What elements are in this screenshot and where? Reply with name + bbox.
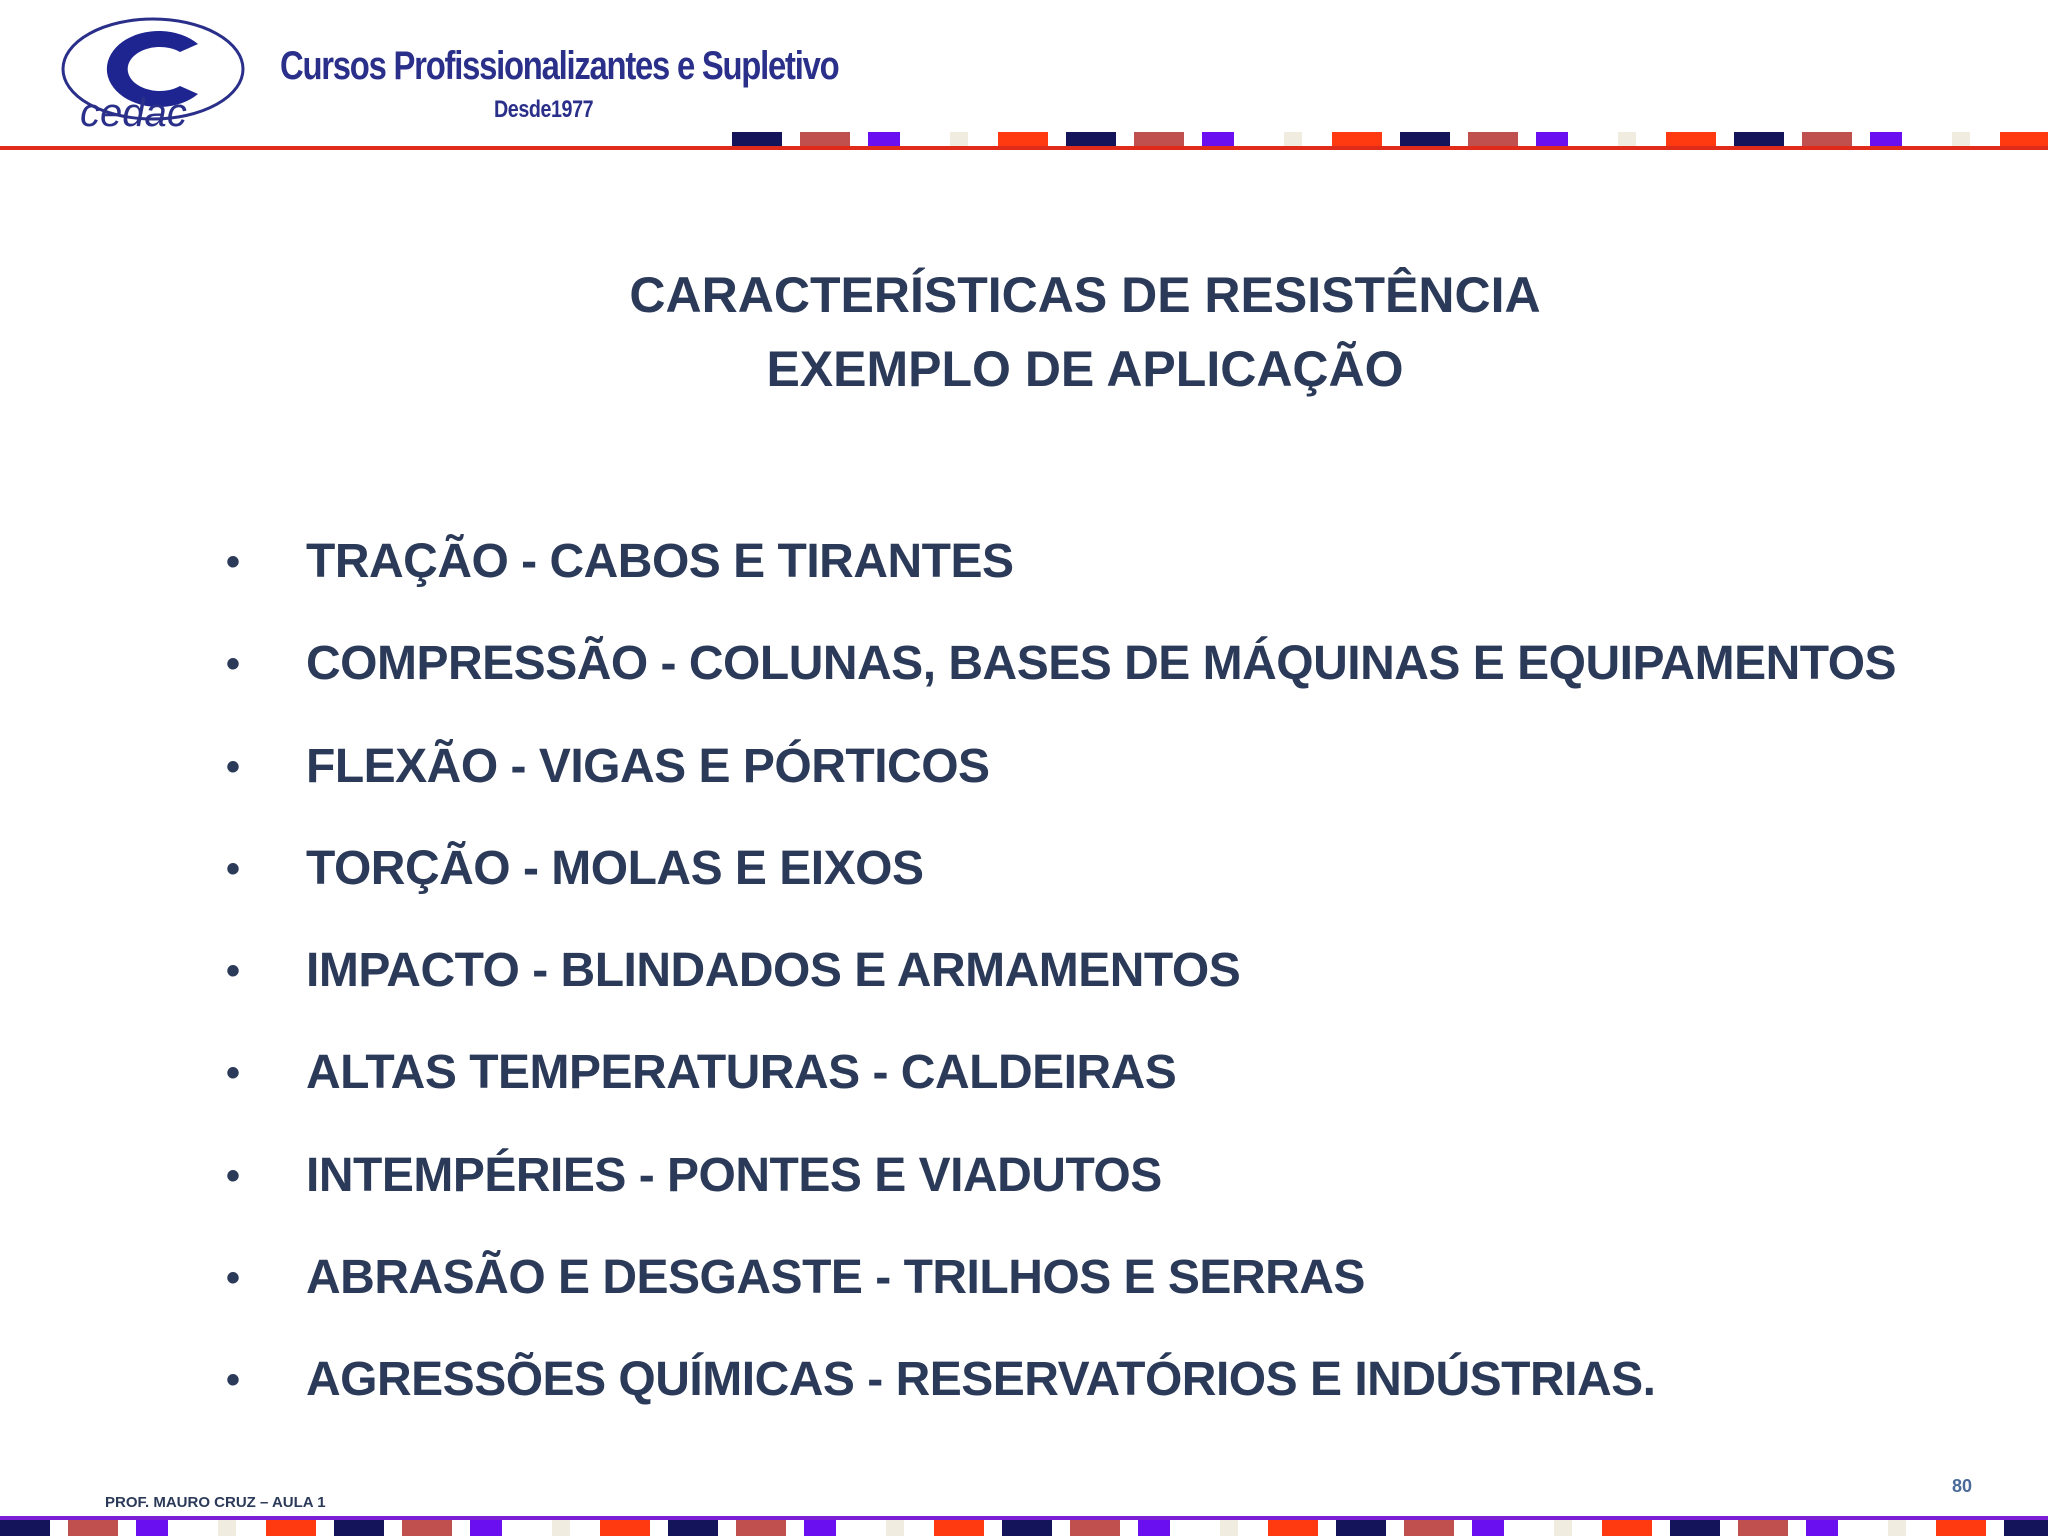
stripe-block [1554, 1520, 1572, 1536]
stripe-block [1268, 1520, 1318, 1536]
stripe-block [1138, 1520, 1170, 1536]
bullet-dot-icon: • [226, 1256, 240, 1301]
page-number: 80 [1951, 1476, 1972, 1496]
stripe-block [334, 1520, 384, 1536]
bullet-text: ABRASÃO E DESGASTE - TRILHOS E SERRAS [306, 1251, 1365, 1305]
stripe-block [1066, 132, 1116, 146]
stripe-block [804, 1520, 836, 1536]
stripe-block [1870, 132, 1902, 146]
bullet-dot-icon: • [226, 1358, 240, 1403]
header-divider [0, 146, 2048, 150]
stripe-block [1070, 1520, 1120, 1536]
stripe-block [1336, 1520, 1386, 1536]
stripe-block [998, 132, 1048, 146]
stripe-block [1806, 1520, 1838, 1536]
stripe-block [1734, 132, 1784, 146]
brand-name: Cursos Profissionalizantes e Supletivo [280, 44, 839, 88]
stripe-block [668, 1520, 718, 1536]
stripe-block [402, 1520, 452, 1536]
header-stripes [0, 132, 2048, 146]
stripe-block [1332, 132, 1382, 146]
bullet-text: IMPACTO - BLINDADOS E ARMAMENTOS [306, 944, 1241, 998]
stripe-block [1468, 132, 1518, 146]
stripe-block [1002, 1520, 1052, 1536]
bullet-text: TORÇÃO - MOLAS E EIXOS [306, 841, 924, 895]
stripe-block [1618, 132, 1636, 146]
stripe-block [0, 1520, 50, 1536]
stripe-block [1134, 132, 1184, 146]
stripe-block [1670, 1520, 1720, 1536]
bullet-dot-icon: • [226, 540, 240, 584]
bullet-text: TRAÇÃO - CABOS E TIRANTES [306, 535, 1014, 588]
stripe-block [886, 1520, 904, 1536]
stripe-block [218, 1520, 236, 1536]
brand-since: Desde1977 [494, 96, 594, 123]
stripe-block [1602, 1520, 1652, 1536]
stripe-block [1536, 132, 1568, 146]
stripe-block [1202, 132, 1234, 146]
stripe-block [1472, 1520, 1504, 1536]
stripe-block [136, 1520, 168, 1536]
stripe-block [1220, 1520, 1238, 1536]
bullet-text: INTEMPÉRIES - PONTES E VIADUTOS [306, 1148, 1162, 1202]
stripe-block [266, 1520, 316, 1536]
stripe-block [1888, 1520, 1906, 1536]
stripe-block [552, 1520, 570, 1536]
title-line-1: CARACTERÍSTICAS DE RESISTÊNCIA [629, 267, 1541, 323]
stripe-block [934, 1520, 984, 1536]
footer-stripes [0, 1520, 2048, 1536]
slide-title [0, 258, 2048, 406]
cedac-logo [58, 14, 248, 132]
bullet-dot-icon: • [226, 949, 240, 994]
footer-author: PROF. MAURO CRUZ – AULA 1 [105, 1494, 326, 1511]
stripe-block [1952, 132, 1970, 146]
slide-header [0, 0, 2048, 160]
bullet-dot-icon: • [226, 1051, 240, 1096]
stripe-block [950, 132, 968, 146]
stripe-block [732, 132, 782, 146]
bullet-dot-icon: • [226, 642, 240, 687]
title-line-2: EXEMPLO DE APLICAÇÃO [766, 341, 1404, 397]
stripe-block [1936, 1520, 1986, 1536]
bullet-text: AGRESSÕES QUÍMICAS - RESERVATÓRIOS E INDÚSTRIAS. [306, 1353, 1656, 1407]
stripe-block [1284, 132, 1302, 146]
stripe-block [736, 1520, 786, 1536]
bullet-text: FLEXÃO - VIGAS E PÓRTICOS [306, 739, 990, 793]
stripe-block [2004, 1520, 2048, 1536]
bullet-dot-icon: • [226, 846, 240, 891]
stripe-block [600, 1520, 650, 1536]
stripe-block [1404, 1520, 1454, 1536]
stripe-block [1802, 132, 1852, 146]
stripe-block [470, 1520, 502, 1536]
stripe-block [1666, 132, 1716, 146]
bullet-dot-icon: • [226, 744, 240, 789]
stripe-block [1738, 1520, 1788, 1536]
stripe-block [68, 1520, 118, 1536]
stripe-block [1400, 132, 1450, 146]
bullet-text: COMPRESSÃO - COLUNAS, BASES DE MÁQUINAS E EQUIPAMENTOS [306, 637, 1897, 691]
logo-wordmark: cedac [80, 91, 187, 132]
bullet-text: ALTAS TEMPERATURAS - CALDEIRAS [306, 1046, 1177, 1100]
bullet-dot-icon: • [226, 1153, 240, 1198]
stripe-block [868, 132, 900, 146]
stripe-block [2000, 132, 2048, 146]
stripe-block [800, 132, 850, 146]
